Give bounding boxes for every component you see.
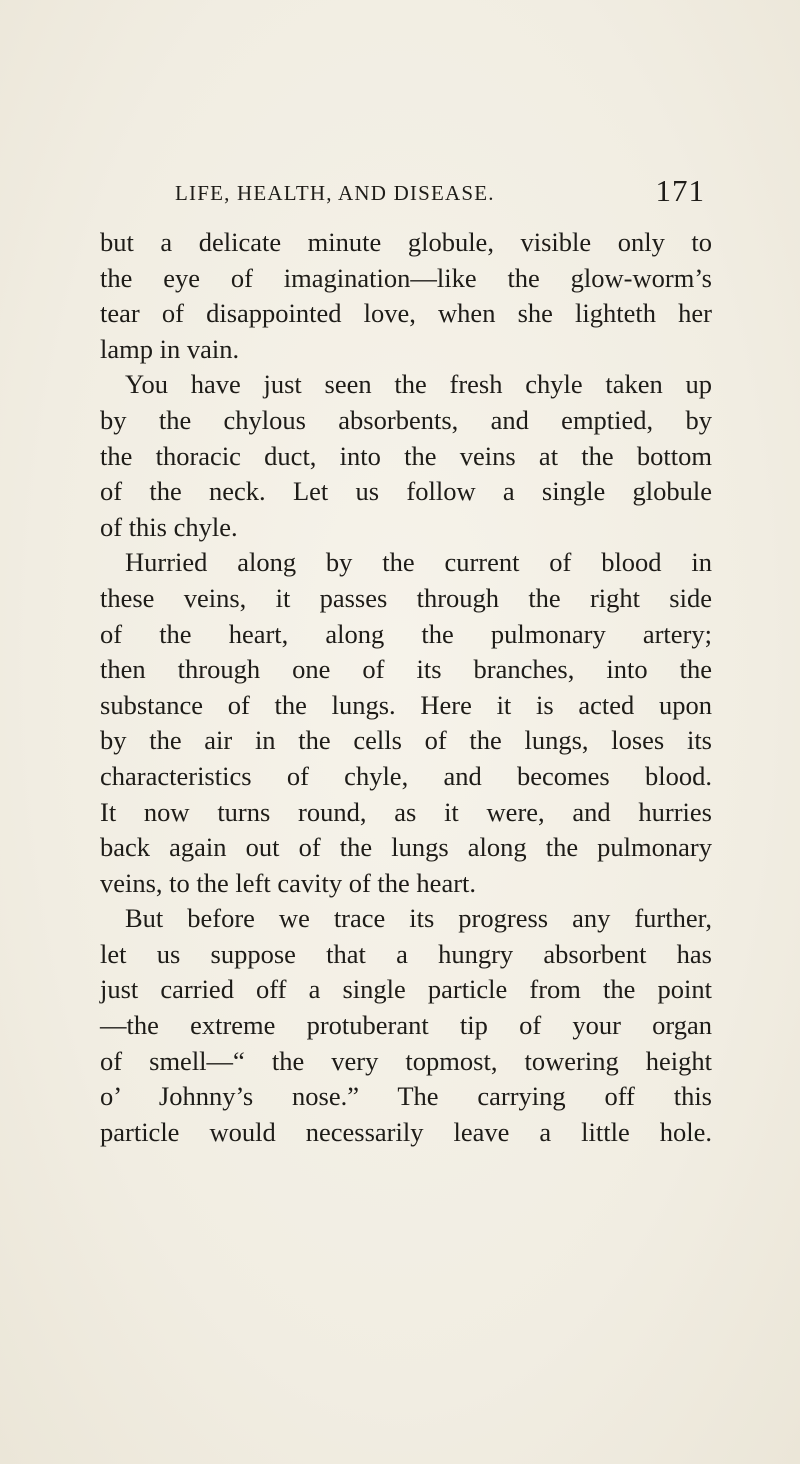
page-number: 171 [655, 173, 705, 208]
running-title: LIFE, HEALTH, AND DISEASE. [175, 181, 495, 205]
text-line: of this chyle. [100, 511, 238, 542]
body-text [100, 225, 712, 1150]
text-line: You have just seen the fresh chyle taken up [125, 369, 712, 400]
text-line: just carried off a single particle from the point [100, 974, 712, 1005]
text-line: lamp in vain. [100, 333, 240, 364]
running-head [175, 173, 705, 213]
text-line: but a delicate minute globule, visible only to [100, 227, 712, 257]
text-line: back again out of the lungs along the pulmonary [100, 832, 712, 863]
text-line: It now turns round, as it were, and hurries [100, 796, 712, 827]
text-line: particle would necessarily leave a little hole. [100, 1116, 712, 1147]
text-line: o’ Johnny’s nose.” The carrying off this [100, 1081, 712, 1112]
text-line: by the chylous absorbents, and emptied, by [100, 404, 712, 435]
text-line: characteristics of chyle, and becomes blood. [100, 760, 712, 791]
text-line: —the extreme protuberant tip of your organ [100, 1010, 712, 1041]
text-line: the eye of imagination—like the glow-worm’s [100, 262, 712, 293]
text-line: these veins, it passes through the right side [100, 582, 712, 613]
text-line: Hurried along by the current of blood in [125, 547, 712, 578]
text-line: by the air in the cells of the lungs, loses its [100, 725, 712, 756]
text-line: veins, to the left cavity of the heart. [100, 867, 477, 898]
text-line: the thoracic duct, into the veins at the bottom [100, 440, 712, 471]
text-line: let us suppose that a hungry absorbent has [100, 938, 712, 969]
text-line: of the heart, along the pulmonary artery; [100, 618, 712, 649]
text-line: But before we trace its progress any further, [125, 903, 712, 934]
text-line: then through one of its branches, into the [100, 654, 712, 685]
text-line: substance of the lungs. Here it is acted upon [100, 689, 712, 720]
text-line: tear of disappointed love, when she lighteth her [100, 298, 712, 329]
text-line: of smell—“ the very topmost, towering height [100, 1045, 712, 1076]
text-line: of the neck. Let us follow a single globule [100, 476, 712, 507]
